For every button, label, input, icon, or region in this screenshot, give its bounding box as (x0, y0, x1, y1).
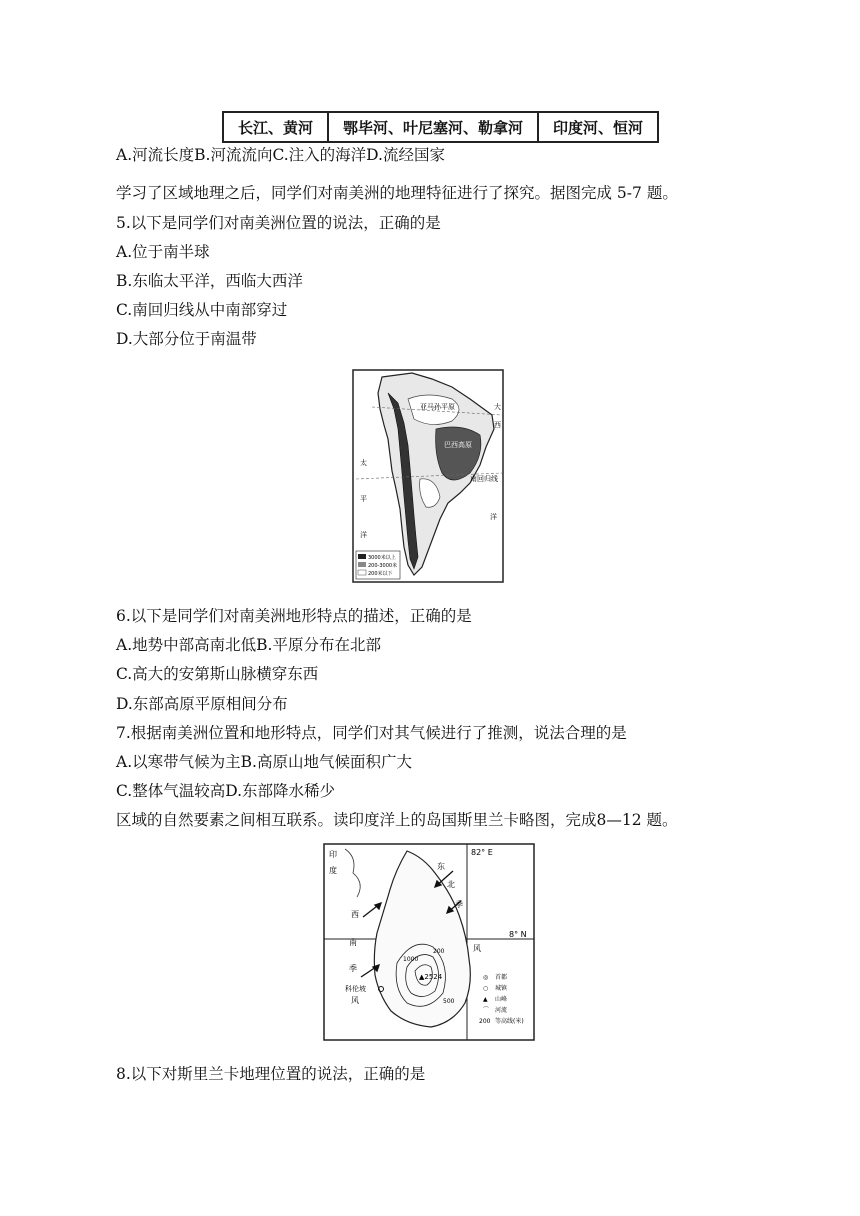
q7-stem: 7.根据南美洲位置和地形特点，同学们对其气候进行了推测，说法合理的是 (116, 724, 627, 742)
river-cell-2: 鄂毕河、叶尼塞河、勒拿河 (328, 112, 538, 142)
map-label-brazil-plateau: 巴西高原 (444, 441, 472, 449)
q7-options-cd: C.整体气温较高D.东部降水稀少 (116, 782, 336, 800)
wind-label-7: 季 (349, 964, 357, 973)
sea-label-2: 度 (329, 866, 337, 875)
river-cell-1: 长江、黄河 (223, 112, 328, 142)
contour-200: 200 (433, 948, 445, 955)
q4-options: A.河流长度B.河流流向C.注入的海洋D.流经国家 (116, 146, 445, 164)
wind-label-2: 北 (447, 880, 455, 889)
legend-symbol-peak: ▲ (483, 996, 488, 1003)
wind-label-3: 季 (455, 900, 463, 909)
map-label-tropic: 南回归线 (470, 475, 498, 483)
river-cell-3: 印度河、恒河 (538, 112, 658, 142)
q7-options-ab: A.以寒带气候为主B.高原山地气候面积广大 (116, 753, 412, 771)
legend-label-contour: 等高线(米) (495, 1018, 524, 1025)
map-label-pacific-3: 洋 (360, 531, 367, 539)
map-legend (356, 551, 400, 579)
legend-symbol-river: ⌒ (483, 1007, 490, 1014)
legend-label-river: 河流 (495, 1007, 508, 1014)
wind-label-1: 东 (437, 862, 445, 871)
q6-options-ab: A.地势中部高南北低B.平原分布在北部 (116, 636, 381, 654)
contour-1000: 1000 (403, 956, 419, 963)
contour-500: 500 (443, 998, 455, 1005)
q5-stem: 5.以下是同学们对南美洲位置的说法，正确的是 (116, 214, 441, 232)
intro-8-12: 区域的自然要素之间相互联系。读印度洋上的岛国斯里兰卡略图，完成8—12 题。 (116, 811, 678, 829)
wind-label-6: 南 (349, 938, 357, 947)
longitude-label: 82° E (471, 848, 493, 857)
map-label-atlantic-3: 洋 (490, 513, 497, 521)
map-label-pacific-2: 平 (360, 495, 367, 503)
legend-label-peak: 山峰 (495, 996, 508, 1003)
q6-option-c: C.高大的安第斯山脉横穿东西 (116, 665, 319, 683)
q5-option-b: B.东临太平洋，西临大西洋 (116, 272, 303, 290)
colombo-label: 科伦坡 (345, 985, 366, 993)
map-label-pacific-1: 太 (360, 459, 367, 467)
south-america-map (352, 369, 504, 583)
legend-low: 200米以下 (368, 571, 393, 577)
peak-label: ▲2524 (419, 973, 443, 981)
sri-lanka-map (323, 843, 535, 1041)
wind-label-5: 西 (351, 910, 359, 919)
sea-label-1: 印 (329, 850, 337, 859)
legend-symbol-capital: ◎ (483, 974, 489, 981)
map-label-atlantic-2: 西 (494, 421, 501, 429)
wind-label-8: 风 (351, 996, 359, 1005)
legend-label-capital: 首都 (495, 974, 508, 981)
legend-symbol-town: ○ (483, 985, 489, 992)
river-table (222, 111, 659, 143)
legend-symbol-contour: 200 (479, 1018, 491, 1025)
wind-label-4: 风 (473, 944, 481, 953)
map-label-amazon: 亚马孙平原 (420, 403, 455, 411)
q5-option-c: C.南回归线从中南部穿过 (116, 301, 288, 319)
legend-mid: 200-3000米 (368, 563, 398, 569)
intro-5-7: 学习了区域地理之后，同学们对南美洲的地理特征进行了探究。据图完成 5-7 题。 (116, 184, 678, 202)
q5-option-a: A.位于南半球 (116, 243, 210, 261)
q6-stem: 6.以下是同学们对南美洲地形特点的描述，正确的是 (116, 607, 472, 625)
latitude-label: 8° N (509, 930, 527, 939)
q5-option-d: D.大部分位于南温带 (116, 330, 257, 348)
q8-stem: 8.以下对斯里兰卡地理位置的说法，正确的是 (116, 1065, 426, 1083)
map-label-atlantic-1: 大 (494, 403, 501, 411)
q6-option-d: D.东部高原平原相间分布 (116, 695, 288, 713)
legend-high: 3000米以上 (368, 555, 396, 561)
legend-label-town: 城镇 (495, 985, 508, 992)
